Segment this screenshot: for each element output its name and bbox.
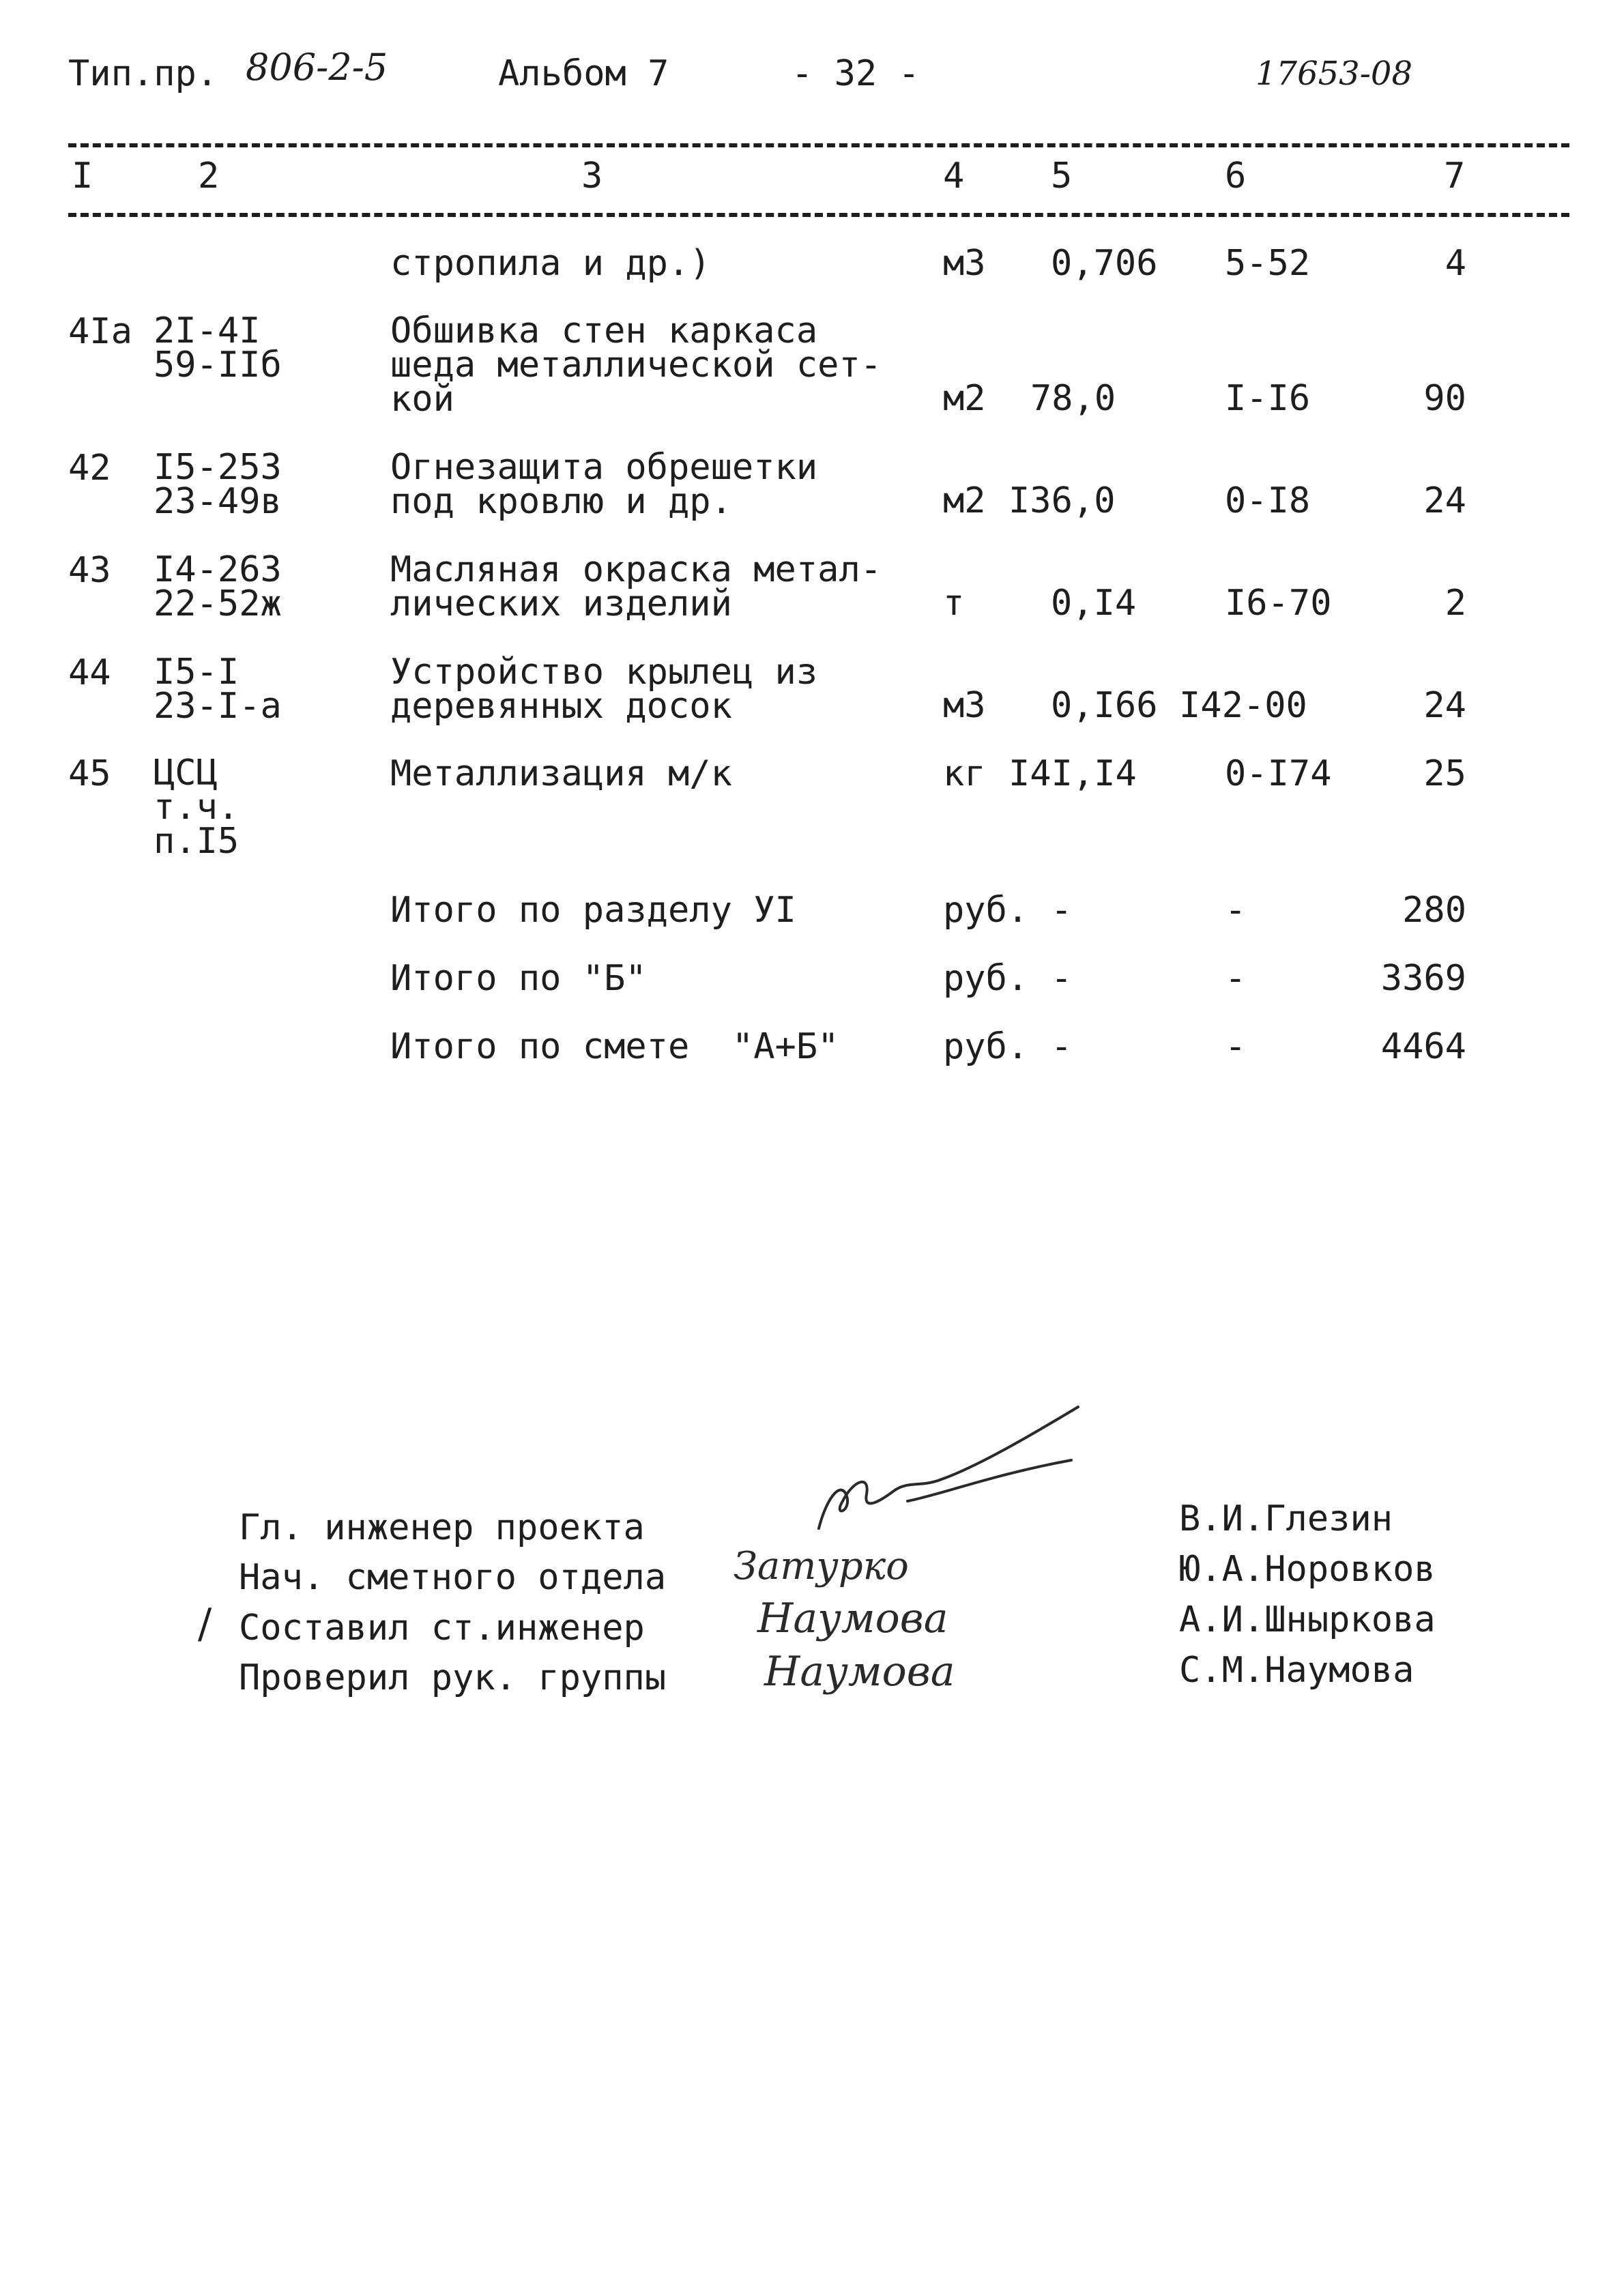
album-label: Альбом 7 bbox=[498, 53, 669, 94]
col-header-4: 4 bbox=[943, 156, 965, 197]
row-unit: м3 bbox=[943, 685, 986, 726]
header-rule-top bbox=[68, 143, 1569, 147]
row-qty: 0,I4 bbox=[1051, 583, 1137, 624]
total-qty: - bbox=[1051, 958, 1073, 999]
signature-name: Ю.А.Норовков bbox=[1179, 1549, 1436, 1590]
total-unit: руб. bbox=[943, 1026, 1029, 1067]
total-unit: руб. bbox=[943, 958, 1029, 999]
row-name: Масляная окраска метал- лических изделий bbox=[390, 549, 882, 624]
row-unit: м2 bbox=[943, 480, 986, 521]
row-name: Устройство крылец из деревянных досок bbox=[390, 652, 818, 727]
total-label: Итого по "Б" bbox=[390, 958, 647, 999]
handwritten-signature-text: Наумова bbox=[757, 1595, 948, 1642]
col-header-1: I bbox=[72, 156, 93, 197]
doc-number: 17653-08 bbox=[1256, 55, 1412, 93]
approval-mark: / bbox=[198, 1600, 212, 1648]
col-header-2: 2 bbox=[198, 156, 220, 197]
total-price: - bbox=[1225, 890, 1247, 931]
signature-role: Гл. инженер проекта bbox=[239, 1507, 645, 1548]
row-name: Обшивка стен каркаса шеда металлической сет- кой bbox=[390, 310, 882, 420]
total-label: Итого по разделу УI bbox=[390, 890, 796, 931]
series-number: 806-2-5 bbox=[246, 46, 388, 89]
row-qty: 0,I66 bbox=[1051, 685, 1158, 726]
handwritten-signature-text: Затурко bbox=[734, 1544, 909, 1588]
row-price: I6-70 bbox=[1225, 583, 1332, 624]
total-price: - bbox=[1225, 1026, 1247, 1067]
row-unit: м3 bbox=[943, 243, 986, 284]
header-rule-bottom bbox=[68, 213, 1569, 217]
row-qty: 0,706 bbox=[1051, 243, 1158, 284]
handwritten-signature-text: Наумова bbox=[764, 1648, 955, 1696]
row-price: 0-I74 bbox=[1225, 753, 1332, 794]
col-header-6: 6 bbox=[1225, 156, 1247, 197]
signature-name: В.И.Глезин bbox=[1179, 1498, 1393, 1539]
col-header-5: 5 bbox=[1051, 156, 1073, 197]
total-unit: руб. bbox=[943, 890, 1029, 931]
row-name: Огнезащита обрешетки под кровлю и др. bbox=[390, 447, 818, 522]
row-name: стропила и др.) bbox=[390, 243, 711, 284]
row-code: I4-263 22-52ж bbox=[154, 549, 282, 624]
row-name: Металлизация м/к bbox=[390, 753, 732, 794]
handwritten-signature bbox=[805, 1399, 1092, 1535]
total-price: - bbox=[1225, 958, 1247, 999]
series-label: Тип.пр. bbox=[68, 53, 218, 94]
signature-role: Составил ст.инженер bbox=[239, 1608, 645, 1648]
total-qty: - bbox=[1051, 890, 1073, 931]
col-header-3: 3 bbox=[581, 156, 603, 197]
total-label: Итого по смете "А+Б" bbox=[390, 1026, 839, 1067]
col-header-7: 7 bbox=[1444, 156, 1466, 197]
row-qty: I36,0 bbox=[1008, 480, 1116, 521]
row-total: 2 bbox=[1445, 583, 1466, 624]
row-qty: 78,0 bbox=[1030, 378, 1116, 419]
row-price: I42-00 bbox=[1179, 685, 1307, 726]
signature-role: Проверил рук. группы bbox=[239, 1657, 667, 1698]
total-value: 280 bbox=[1402, 890, 1466, 931]
row-total: 24 bbox=[1423, 480, 1466, 521]
row-num: 43 bbox=[68, 550, 111, 591]
row-code: ЦСЦ т.ч. п.I5 bbox=[154, 753, 240, 862]
row-num: 44 bbox=[68, 652, 111, 693]
row-total: 90 bbox=[1423, 378, 1466, 419]
page-number: - 32 - bbox=[792, 53, 920, 94]
row-code: I5-I 23-I-а bbox=[154, 652, 282, 727]
total-value: 3369 bbox=[1380, 958, 1466, 999]
row-unit: т bbox=[943, 583, 965, 624]
row-price: 5-52 bbox=[1225, 243, 1311, 284]
signature-name: С.М.Наумова bbox=[1179, 1650, 1414, 1691]
row-num: 4Iа bbox=[68, 311, 132, 352]
total-qty: - bbox=[1051, 1026, 1073, 1067]
row-code: I5-253 23-49в bbox=[154, 447, 282, 522]
row-price: I-I6 bbox=[1225, 378, 1311, 419]
row-num: 45 bbox=[68, 753, 111, 794]
row-num: 42 bbox=[68, 448, 111, 489]
row-code: 2I-4I 59-IIб bbox=[154, 310, 282, 386]
signature-role: Нач. сметного отдела bbox=[239, 1557, 667, 1598]
row-price: 0-I8 bbox=[1225, 480, 1311, 521]
row-qty: I4I,I4 bbox=[1008, 753, 1137, 794]
row-unit: кг bbox=[943, 753, 986, 794]
signature-name: А.И.Шнырковa bbox=[1179, 1599, 1436, 1640]
row-unit: м2 bbox=[943, 378, 986, 419]
row-total: 4 bbox=[1445, 243, 1466, 284]
row-total: 24 bbox=[1423, 685, 1466, 726]
row-total: 25 bbox=[1423, 753, 1466, 794]
total-value: 4464 bbox=[1380, 1026, 1466, 1067]
